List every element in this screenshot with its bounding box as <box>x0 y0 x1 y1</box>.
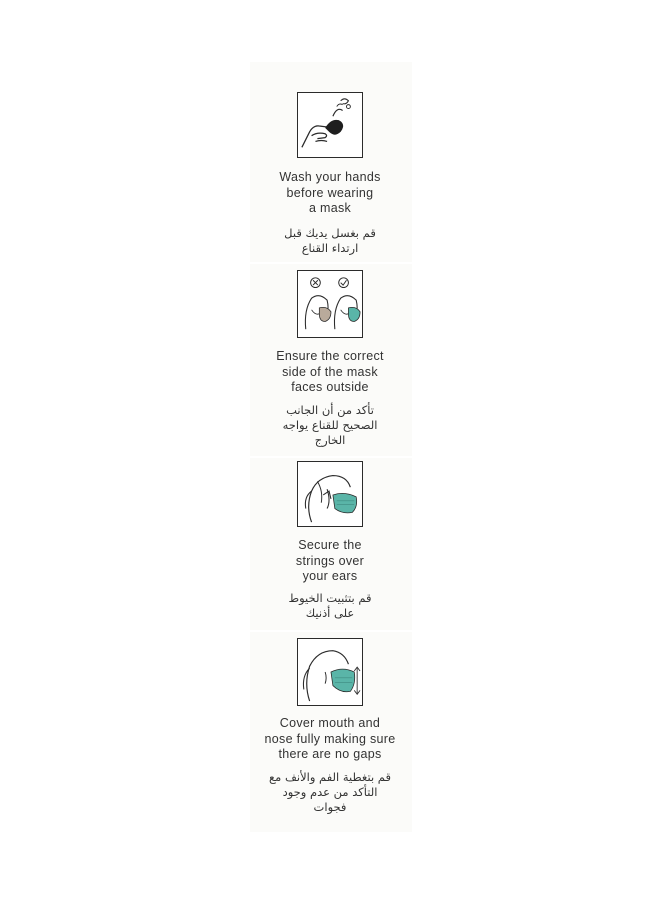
step-2-english-text: Ensure the correct side of the mask faces outside <box>276 349 384 394</box>
cover-mouth-nose-icon <box>297 638 363 706</box>
step-1-english-text: Wash your hands before wearing a mask <box>279 170 381 215</box>
mask-side-icon <box>297 270 363 338</box>
step-4-arabic-text: قم بتغطية الفم والأنف مع التأكد من عدم وجود فجوات <box>269 770 391 814</box>
secure-strings-icon <box>297 461 363 527</box>
step-1-arabic-text: قم بغسل يديك قبل ارتداء القناع <box>284 226 376 255</box>
step-3-arabic-text: قم بتثبيت الخيوط على أذنيك <box>288 591 372 620</box>
wash-hands-icon <box>297 92 363 158</box>
step-3-english-text: Secure the strings over your ears <box>295 538 365 583</box>
step-2-arabic-text: تأكد من أن الجانب الصحيح للقناع يواجه الخارج <box>282 403 378 447</box>
step-4-english-text: Cover mouth and nose fully making sure there are no gaps <box>264 716 396 761</box>
